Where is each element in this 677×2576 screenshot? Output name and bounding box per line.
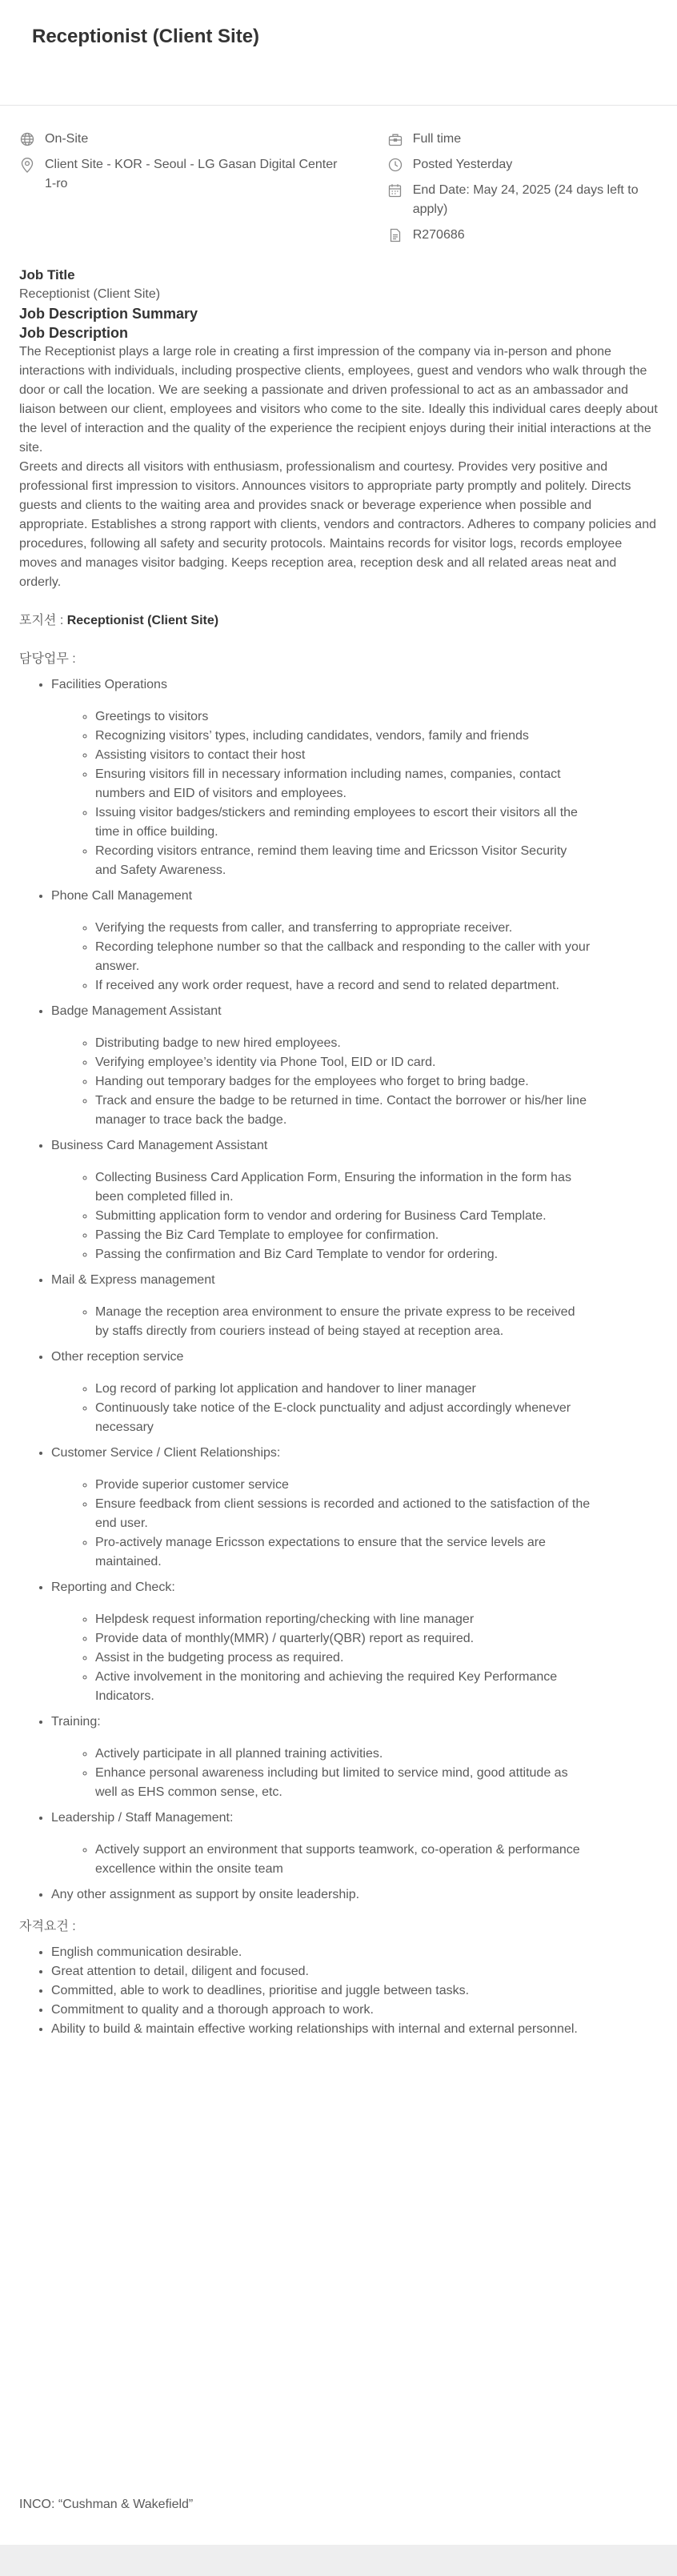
page-title: Receptionist (Client Site) (32, 26, 260, 47)
duty-item-list (51, 1168, 591, 1264)
qualification-item: • English communication desirable. (51, 1943, 658, 1962)
job-title-value: Receptionist (Client Site) (19, 287, 161, 301)
duty-item-list (51, 1380, 591, 1437)
req-id-text: R270686 (412, 228, 465, 242)
summary-heading: Job Description Summary (19, 306, 198, 322)
duty-item-list (51, 1841, 591, 1879)
duty-section (51, 675, 658, 887)
duty-item: ◦ Active involvement in the monitoring and achieving the required Key Performance Indicators. (95, 1668, 591, 1706)
duty-item-list (51, 1476, 591, 1572)
duty-item: ◦ Provide superior customer service (95, 1476, 591, 1495)
employment-type-row (387, 130, 658, 149)
duty-item: ◦ Issuing visitor badges/stickers and reminding employees to escort their visitors all the time in office building. (95, 803, 591, 842)
duty-item: ◦ Pro-actively manage Ericsson expectations to ensure that the service levels are maintained. (95, 1533, 591, 1572)
duty-item: ◦ Ensure feedback from client sessions is recorded and actioned to the satisfaction of the end user. (95, 1495, 591, 1533)
duty-item: ◦ Recording visitors entrance, remind them leaving time and Ericsson Visitor Security and Safety Awareness. (95, 842, 591, 880)
duty-section (51, 887, 658, 1002)
duty-item: ◦ Recording telephone number so that the callback and responding to the caller with your answer. (95, 938, 591, 976)
duty-item: ◦ Track and ensure the badge to be returned in time. Contact the borrower or his/her line manager to trace back the badge. (95, 1092, 591, 1130)
duty-item: ◦ Submitting application form to vendor and ordering for Business Card Template. (95, 1207, 591, 1226)
duty-section-title: Phone Call Management (51, 889, 193, 903)
job-description (0, 251, 677, 2039)
id-card-icon (387, 226, 403, 245)
position-line (19, 611, 658, 631)
qualification-item: • Great attention to detail, diligent and focused. (51, 1962, 658, 1981)
duty-item: ◦ Passing the Biz Card Template to employee for confirmation. (95, 1226, 591, 1245)
posted-text: Posted Yesterday (412, 158, 513, 171)
end-date-row (387, 181, 658, 219)
map-pin-icon (19, 155, 35, 174)
location-text: Client Site - KOR - Seoul - LG Gasan Digital Center 1-ro (45, 158, 338, 190)
qualification-item: • Commitment to quality and a thorough approach to work. (51, 2001, 658, 2020)
calendar-icon (387, 181, 403, 200)
duty-item: ◦ Actively participate in all planned training activities. (95, 1745, 591, 1764)
description-paragraph-2: Greets and directs all visitors with enthusiasm, professionalism and courtesy. Provides very positive and professional first impression to visitors. Announces visitors to appropriate party promptly and politely. Directs guests and clients to the waiting area and provides snack or beverage experience when possible and appropriate. Establishes a strong rapport with clients, vendors and contractors. Adheres to company policies and procedures, following all safety and security protocols. Maintains records for visitor logs, records employee moves and manages visitor badging. Keeps reception area, reception desk and all related areas neat and orderly. (19, 460, 656, 589)
duty-item-list (51, 1034, 591, 1130)
briefcase-icon (387, 130, 403, 149)
duty-item: ◦ Log record of parking lot application and handover to liner manager (95, 1380, 591, 1399)
duty-item-list (51, 1303, 591, 1341)
duty-item: ◦ Verifying employee’s identity via Phone Tool, EID or ID card. (95, 1053, 591, 1072)
clock-icon (387, 155, 403, 174)
duty-item: ◦ Passing the confirmation and Biz Card Template to vendor for ordering. (95, 1245, 591, 1264)
duty-item: ◦ Ensuring visitors fill in necessary information including names, companies, contact numbers and EID of visitors and employees. (95, 765, 591, 803)
employment-type-text: Full time (412, 132, 462, 146)
duty-section (51, 1713, 658, 1809)
location-row (19, 155, 387, 194)
job-header (0, 0, 677, 106)
duty-item: ◦ Assist in the budgeting process as required. (95, 1649, 591, 1668)
duty-item: ◦ Provide data of monthly(MMR) / quarterly(QBR) report as required. (95, 1629, 591, 1649)
duty-item: ◦ Assisting visitors to contact their host (95, 746, 591, 765)
duty-item-list (51, 1610, 591, 1706)
duty-section (51, 1002, 658, 1136)
qualification-item: • Ability to build & maintain effective working relationships with internal and external personnel. (51, 2020, 658, 2039)
duty-item: ◦ Recognizing visitors’ types, including candidates, vendors, family and friends (95, 727, 591, 746)
duty-section-title: Any other assignment as support by onsite leadership. (51, 1888, 360, 1901)
duty-item: ◦ Continuously take notice of the E-clock punctuality and adjust accordingly whenever necessary (95, 1399, 591, 1437)
description-heading: Job Description (19, 325, 129, 341)
duty-section-title: Customer Service / Client Relationships: (51, 1446, 281, 1460)
duty-item: ◦ Actively support an environment that supports teamwork, co-operation & performance excellence within the onsite team (95, 1841, 591, 1879)
req-id-row (387, 226, 658, 245)
location-type-row (19, 130, 387, 149)
end-date-text: End Date: May 24, 2025 (24 days left to apply) (412, 183, 639, 216)
duty-item: ◦ Greetings to visitors (95, 707, 591, 727)
qualification-item: • Committed, able to work to deadlines, prioritise and juggle between tasks. (51, 1981, 658, 2001)
duty-section-title: Training: (51, 1715, 101, 1729)
qualifications-list (19, 1943, 658, 2039)
inco-line: INCO: “Cushman & Wakefield” (19, 2498, 194, 2511)
duty-section (51, 1271, 658, 1348)
position-label: 포지션 : (19, 614, 67, 627)
duty-item: ◦ Distributing badge to new hired employees. (95, 1034, 591, 1053)
duty-item: ◦ If received any work order request, have a record and send to related department. (95, 976, 591, 996)
duty-item: ◦ Helpdesk request information reporting/checking with line manager (95, 1610, 591, 1629)
duty-item: ◦ Verifying the requests from caller, and transferring to appropriate receiver. (95, 919, 591, 938)
duty-item: ◦ Manage the reception area environment to ensure the private express to be received by staffs directly from couriers instead of being stayed at reception area. (95, 1303, 591, 1341)
duty-section-title: Reporting and Check: (51, 1580, 175, 1594)
duty-item-list (51, 1745, 591, 1802)
job-meta-left (19, 130, 387, 251)
duty-section-title: Business Card Management Assistant (51, 1139, 268, 1152)
duty-section (51, 1809, 658, 1885)
duty-item: ◦ Collecting Business Card Application Form, Ensuring the information in the form has been completed filled in. (95, 1168, 591, 1207)
job-meta (0, 106, 677, 251)
duty-section-title: Mail & Express management (51, 1273, 215, 1287)
duty-section (51, 1136, 658, 1271)
duties-list (19, 675, 658, 1911)
duty-item-list (51, 919, 591, 996)
duty-item-list (51, 707, 591, 880)
location-type-text: On-Site (45, 132, 89, 146)
job-meta-right (387, 130, 658, 251)
duty-item: ◦ Handing out temporary badges for the employees who forget to bring badge. (95, 1072, 591, 1092)
job-title-label: Job Title (19, 267, 75, 282)
duty-section-title: Facilities Operations (51, 678, 167, 691)
duty-section (51, 1885, 658, 1911)
duty-section (51, 1578, 658, 1713)
duty-section-title: Badge Management Assistant (51, 1004, 222, 1018)
duty-section-title: Other reception service (51, 1350, 184, 1364)
duty-section (51, 1444, 658, 1578)
description-paragraph-1: The Receptionist plays a large role in creating a first impression of the company via in-person and phone interactions with individuals, including prospective clients, employees, guest and vendors who walk through the door or call the location. We are seeking a passionate and driven professional to act as an ambassador and liaison between our client, employees and visitors who come to the site. Ideally this individual cares deeply about the level of interaction and the quality of the experience the recipient enjoys during their initial interactions at the site. (19, 345, 658, 455)
globe-icon (19, 130, 35, 149)
qualifications-label: 자격요건 : (19, 1920, 76, 1933)
posted-row (387, 155, 658, 174)
duty-item: ◦ Enhance personal awareness including but limited to service mind, good attitude as well as EHS common sense, etc. (95, 1764, 591, 1802)
duties-label: 담당업무 : (19, 652, 76, 666)
position-value: Receptionist (Client Site) (66, 614, 219, 627)
duty-section-title: Leadership / Staff Management: (51, 1811, 234, 1825)
duty-section (51, 1348, 658, 1444)
